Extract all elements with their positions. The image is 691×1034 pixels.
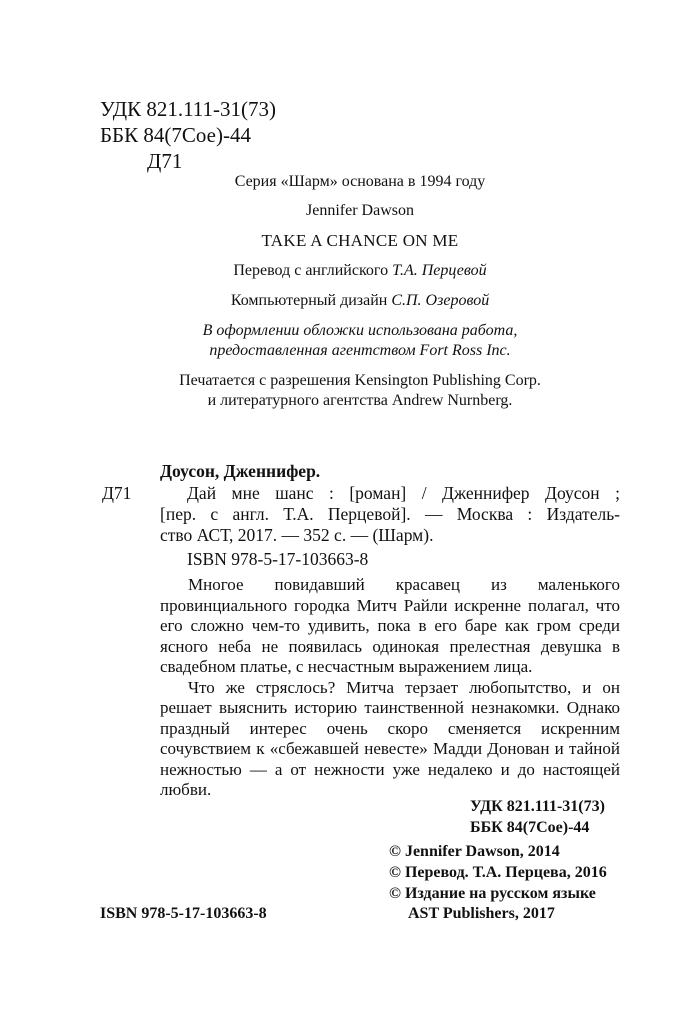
footer-isbn: ISBN 978-5-17-103663-8 [100,905,267,922]
catalog-line-3: ство АСТ, 2017. — 352 с. — (Шарм). [160,525,434,545]
copyright-publisher: AST Publishers, 2017 [408,905,555,922]
catalog-line-1: Дай мне шанс : [роман] / Дженнифер Доусон ; [187,483,620,503]
design-credit [100,291,620,311]
design-label: Компьютерный дизайн [230,292,388,309]
permission-line1: Печатается с разрешения Kensington Publishing Corp. [179,372,541,389]
catalog-line-2: [пер. с англ. Т.А. Перцевой]. — Москва : Издатель- [160,504,620,524]
author-mark: Д71 [147,149,183,173]
translation-label: Перевод с английского [233,262,389,279]
original-author: Jennifer Dawson [306,202,414,219]
bbk-code-bottom: ББК 84(7Сое)-44 [470,819,590,836]
annotation [160,575,620,801]
translator-name: Т.А. Перцевой [392,262,487,279]
udk-code: УДК 821.111-31(73) [100,97,276,121]
copyright-author: © Jennifer Dawson, 2014 [389,843,560,860]
copyright-edition: © Издание на русском языке [389,885,596,902]
cover-credit-line2: предоставленная агентством Fort Ross Inc. [209,342,511,359]
catalog-author-heading: Доусон, Дженнифер. [160,461,321,481]
bbk-code: ББК 84(7Сое)-44 [100,123,251,147]
series-note: Серия «Шарм» основана в 1994 году [234,173,486,190]
catalog-isbn: ISBN 978-5-17-103663-8 [187,549,369,569]
permission-line2: и литературного агентства Andrew Nurnberg. [207,392,513,409]
original-title: TAKE A CHANCE ON ME [261,231,459,250]
catalog-mark: Д71 [102,483,132,503]
udk-code-bottom: УДК 821.111-31(73) [470,798,605,815]
designer-name: С.П. Озеровой [391,292,490,309]
translation-credit [100,261,620,281]
annotation-paragraph-2: Что же стряслось? Митча терзает любопытство, и он решает выяснить историю таинственной незнакомки. Однако праздный интерес очень скоро сменяется искренним сочувствием к «сбежавшей невесте» Мадди Донован и тайной нежностью — а от нежности уже недалеко и до настоящей любви. [160,677,620,799]
copyright-translation: © Перевод. Т.А. Перцева, 2016 [389,864,607,881]
annotation-paragraph-1: Многое повидавший красавец из маленького провинциального городка Митч Райли искренне полагал, что его сложно чем-то удивить, пока в его баре как гром среди ясного неба не появилась одинокая прелестная девушка в свадебном платье, с несчастным выражением лица. [160,575,620,676]
cover-credit-line1: В оформлении обложки использована работа, [202,322,518,339]
